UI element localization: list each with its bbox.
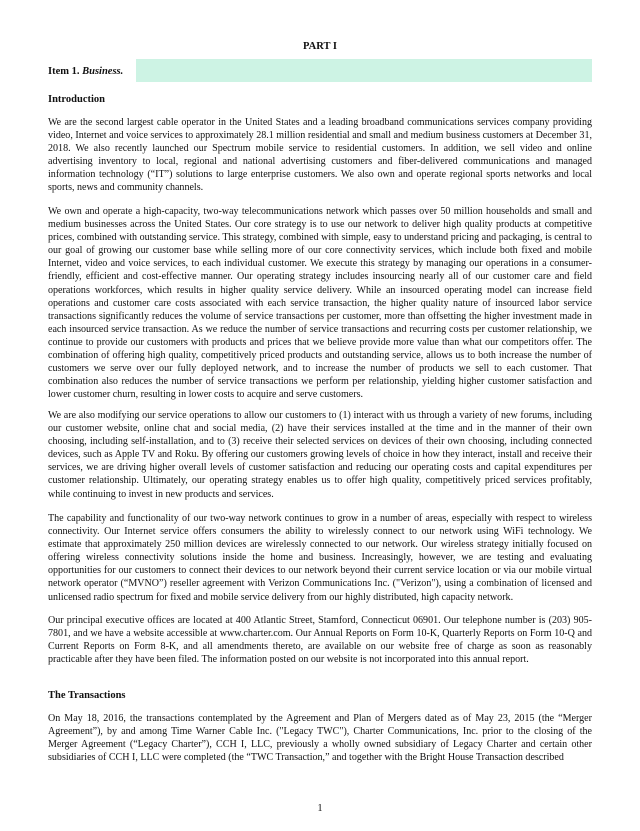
- item-heading: [48, 66, 123, 77]
- page-number: 1: [317, 803, 323, 814]
- section-heading-introduction: Introduction: [48, 94, 105, 105]
- item-number: Item 1.: [48, 66, 80, 77]
- item-title: Business.: [82, 66, 124, 77]
- paragraph: We own and operate a high-capacity, two-way telecommunications network which passes over 50 million households and small and medium businesses across the United States. Our core strategy is to use our network to deliver high quality products at competitive prices, combined with outstanding service. This strategy, combined with simple, easy to understand pricing and packaging, is central to our goal of growing our customer base while selling more of our core connectivity services, which include both fixed and mobile Internet, video and voice services, to each individual customer. We execute this strategy by managing our operations in a consumer-friendly, efficient and cost-effective manner. Our operating strategy includes insourcing nearly all of our customer care and field operations workforces, which results in higher quality service delivery. While an insourced operating model can increase field operations and customer care costs associated with each service transaction, the higher quality nature of insourced labor service transactions significantly reduces the volume of service transactions per customer, more than offsetting the higher investment made in each insourced service transaction. As we reduce the number of service transactions and recurring costs per customer relationship, we continue to provide our customers with products and prices that we believe provide more value than what our competitors offer. The combination of offering high quality, competitively priced products and outstanding service, allows us to both increase the number of customers we serve over our fully deployed network, and to increase the number of products we sell to each customer. That combination also reduces the number of service transactions we perform per relationship, yielding higher customer satisfaction and lower customer churn, resulting in lower costs to acquire and serve customers.: [48, 206, 592, 401]
- paragraph: The capability and functionality of our two-way network continues to grow in a number of areas, especially with respect to wireless connectivity. Our Internet service offers consumers the ability to wirelessly connect to our network using WiFi technology. We estimate that approximately 250 million devices are wirelessly connected to our network. Our wireless strategy initially focused on offering wireless connectivity solutions inside the home and business. Increasingly, however, we are testing and evaluating opportunities for our customers to connect their devices to our network beyond their current service location or via our mobile virtual network operator (“MVNO”) reseller agreement with Verizon Communications Inc. ("Verizon"), using a combination of licensed and unlicensed radio spectrum for fixed and mobile service delivery from our highly distributed, high capacity network.: [48, 513, 592, 603]
- paragraph: We are also modifying our service operations to allow our customers to (1) interact with us through a variety of new forums, including our customer website, online chat and social media, (2) have their services installed at the time and in the manner of their own choosing, including self-installation, and to (3) receive their selected services on devices of their own choosing, including connected devices, such as Apple TV and Roku. By offering our customers growing levels of choice in how they interact, install and receive their services, we are driving higher overall levels of customer satisfaction and reducing our operating costs and capital expenditures per customer relationship. Ultimately, our operating strategy enables us to offer high quality, competitively priced services profitably, while continuing to invest in new products and services.: [48, 410, 592, 500]
- item-heading-row: [48, 59, 592, 82]
- part-heading: PART I: [303, 41, 337, 52]
- paragraph: On May 18, 2016, the transactions contemplated by the Agreement and Plan of Mergers dated as of May 23, 2015 (the “Merger Agreement”), by and among Time Warner Cable Inc. ("Legacy TWC"), Charter Communications, Inc. prior to the closing of the Merger Agreement (“Legacy Charter”), CCH I, LLC, previously a wholly owned subsidiary of Legacy Charter and certain other subsidiaries of CCH I, LLC were completed (the “TWC Transaction,” and together with the Bright House Transaction described: [48, 713, 592, 764]
- section-heading-transactions: The Transactions: [48, 690, 126, 701]
- paragraph: We are the second largest cable operator in the United States and a leading broadband communications services company providing video, Internet and voice services to approximately 28.1 million residential and small and medium business customers at December 31, 2018. We also recently launched our Spectrum mobile service to residential customers. In addition, we sell video and online advertising inventory to local, regional and national advertising customers and fiber-delivered communications and managed information technology (“IT”) solutions to large enterprise customers. We also own and operate regional sports networks and local sports, news and community channels.: [48, 117, 592, 194]
- paragraph: Our principal executive offices are located at 400 Atlantic Street, Stamford, Connecticut 06901. Our telephone number is (203) 905-7801, and we have a website accessible at www.charter.com. Our Annual Reports on Form 10-K, Quarterly Reports on Form 10-Q and Current Reports on Form 8-K, and all amendments thereto, are available on our website free of charge as soon as reasonably practicable after they have been filed. The information posted on our website is not incorporated into this annual report.: [48, 615, 592, 666]
- heading-highlight: [136, 59, 592, 82]
